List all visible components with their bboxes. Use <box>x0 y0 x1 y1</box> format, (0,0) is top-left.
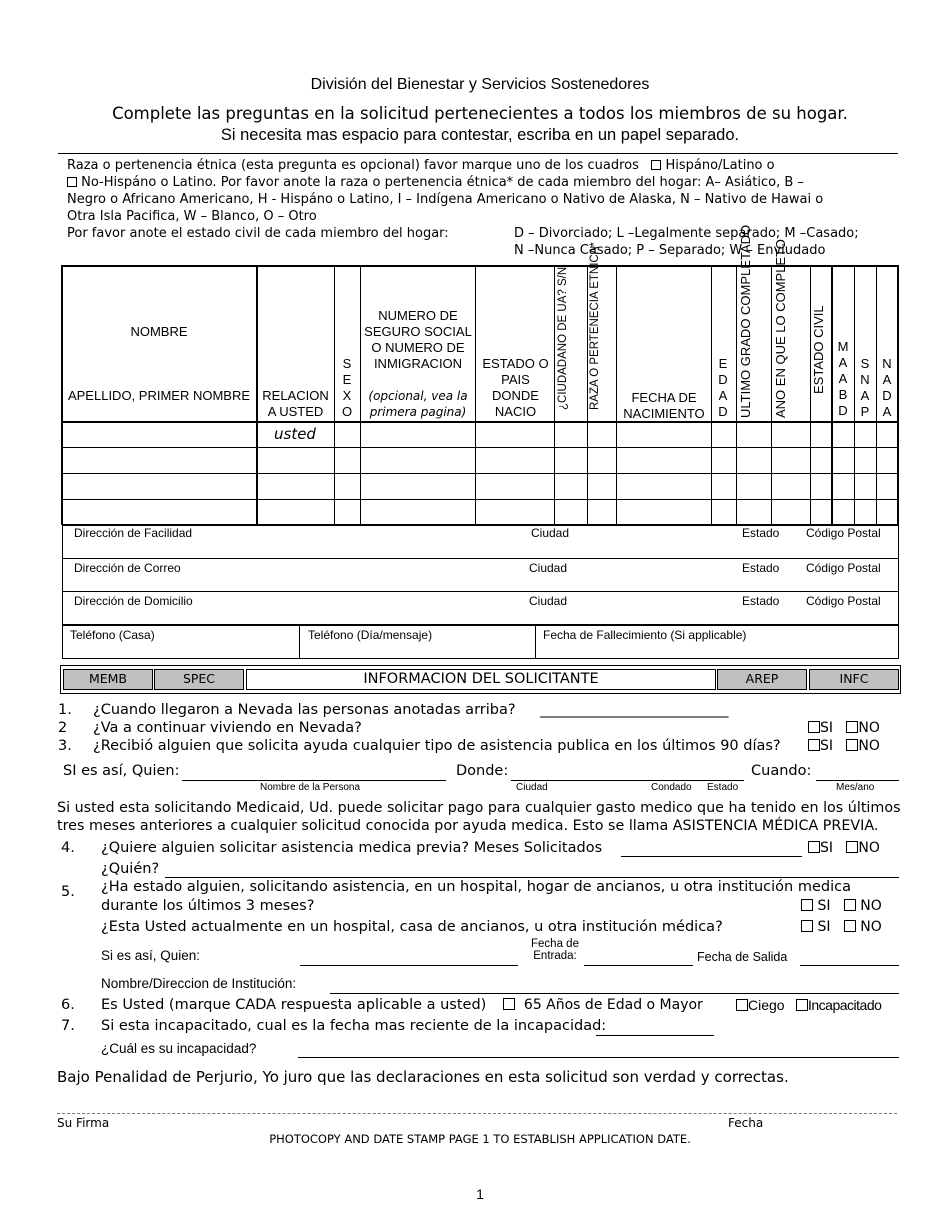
no-label: NO <box>858 738 880 754</box>
q1-text: ¿Cuando llegaron a Nevada las personas anotadas arriba? <box>93 702 516 718</box>
instruction-line-1: Complete las preguntas en la solicitud pertenecientes a todos los miembros de su hogar. <box>112 104 848 123</box>
perjury-oath: Bajo Penalidad de Perjurio, Yo juro que las declaraciones en esta solicitud son verdad y correctas. <box>57 1068 789 1086</box>
label-line: Fecha de <box>531 938 579 950</box>
disabled-label: Incapacitado <box>808 997 882 1013</box>
non-hispanic-label: No-Hispáno o Latino. <box>81 175 217 190</box>
signature-line[interactable] <box>57 1113 897 1114</box>
q5-options <box>801 898 882 914</box>
q2-no-checkbox[interactable] <box>846 721 858 733</box>
yes-label: SI <box>820 840 834 856</box>
col-header-raza: RAZA O PERTENECIA ETNICA* <box>589 242 601 410</box>
yes-label: SI <box>820 738 834 754</box>
q3-who-field[interactable] <box>182 780 446 781</box>
col-header-ciudadano: ¿CIUDADANO DE UA? S/N <box>557 266 569 410</box>
non-hispanic-checkbox[interactable] <box>67 177 77 187</box>
q4-who-field[interactable] <box>165 877 899 878</box>
q5-institution-label: Nombre/Direccion de Institución: <box>101 976 297 991</box>
q7-number: 7. <box>61 1018 75 1034</box>
q5-text-line2: durante los últimos 3 meses? <box>101 898 315 914</box>
section-title: INFORMACION DEL SOLICITANTE <box>246 669 716 690</box>
q3-county-sublabel: Condado <box>651 782 692 793</box>
page-number: 1 <box>476 1186 484 1202</box>
col-header-ssn: NUMERO DE SEGURO SOCIAL O NUMERO DE INMIGRACION <box>364 308 472 371</box>
zip-label: Código Postal <box>806 594 881 608</box>
letter: S <box>342 356 352 371</box>
q2-number: 2 <box>58 720 68 736</box>
q3-number: 3. <box>58 738 72 754</box>
letter: E <box>342 372 352 387</box>
q2-options <box>808 720 880 736</box>
ethnicity-instruction-line2: No-Hispáno o Latino. Por favor anote la raza o pertenencia étnica* de cada miembro del hogar: A– Asiático, B – <box>67 174 804 191</box>
letter: P <box>860 404 870 419</box>
col-header-sexo <box>337 356 357 420</box>
infc-code-box[interactable]: INFC <box>809 669 899 690</box>
letter: D <box>882 388 892 403</box>
q5-no-checkbox[interactable] <box>844 899 856 911</box>
disabled-checkbox[interactable] <box>796 999 808 1011</box>
q3-where-field[interactable] <box>511 780 744 781</box>
zip-label: Código Postal <box>806 561 881 575</box>
hispanic-checkbox[interactable] <box>651 160 661 170</box>
letter: N <box>882 356 892 371</box>
ethnicity-instruction-line1: Raza o pertenencia étnica (esta pregunta es opcional) favor marque uno de los cuadros Hispáno/Latino o <box>67 158 775 173</box>
no-label: NO <box>858 840 880 856</box>
q3-who-label: SI es así, Quien: <box>63 763 180 779</box>
q4-no-checkbox[interactable] <box>846 841 858 853</box>
col-header-estado-pais: ESTADO O PAIS DONDE NACIO <box>482 356 549 419</box>
yes-label: SI <box>817 898 831 914</box>
letter: N <box>860 372 870 387</box>
q6-number: 6. <box>61 997 75 1013</box>
ethnicity-codes-line: Negro o Africano Americano, H - Hispáno o Latino, I – Indígena Americano o Nativo de Alaska, N – Nativo de Hawai o <box>67 192 824 207</box>
no-label: NO <box>860 919 882 935</box>
home-phone-label: Teléfono (Casa) <box>70 628 155 642</box>
photocopy-note: PHOTOCOPY AND DATE STAMP PAGE 1 TO ESTABLISH APPLICATION DATE. <box>269 1132 691 1146</box>
letter: A <box>860 388 870 403</box>
state-label: Estado <box>742 594 780 608</box>
letter: D <box>838 403 848 418</box>
q6-option-blind <box>736 997 785 1014</box>
spec-code-box[interactable]: SPEC <box>154 669 244 690</box>
q5-current-text: ¿Esta Usted actualmente en un hospital, casa de ancianos, u otra institución médica? <box>101 919 723 935</box>
age-65-checkbox[interactable] <box>503 998 515 1010</box>
col-header-nada <box>877 356 897 420</box>
q5-entry-date-label <box>527 938 583 962</box>
letter: E <box>718 356 728 371</box>
q6-option-65 <box>503 997 703 1013</box>
facility-address-label: Dirección de Facilidad <box>74 526 193 540</box>
header-divider <box>58 153 898 154</box>
city-label: Ciudad <box>529 561 568 575</box>
letter: M <box>837 339 849 354</box>
table-row[interactable] <box>62 448 897 473</box>
yes-label: SI <box>817 919 831 935</box>
yes-label: SI <box>820 720 834 736</box>
age-65-label: 65 Años de Edad o Mayor <box>523 997 703 1013</box>
col-header-ultimo-grado: ULTIMO GRADO COMPLETADO <box>738 224 753 418</box>
q7-text: Si esta incapacitado, cual es la fecha mas reciente de la incapacidad: <box>101 1018 607 1034</box>
table-row[interactable] <box>62 474 897 499</box>
q3-when-label: Cuando: <box>751 763 812 779</box>
q3-text: ¿Recibió alguien que solicita ayuda cualquier tipo de asistencia publica en los últimos 90 días? <box>93 738 781 754</box>
table-row[interactable] <box>62 500 897 524</box>
letter: A <box>882 372 892 387</box>
label-line: Entrada: <box>533 950 577 962</box>
q5-exit-date-field[interactable] <box>800 965 899 966</box>
q3-options <box>808 738 880 754</box>
q3-who-sublabel: Nombre de la Persona <box>260 782 361 793</box>
q2-yes-checkbox[interactable] <box>808 721 820 733</box>
death-date-label: Fecha de Fallecimiento (Si applicable) <box>543 628 747 642</box>
letter: A <box>718 388 728 403</box>
marital-codes-1: D – Divorciado; L –Legalmente separado; M –Casado; <box>514 226 859 241</box>
q4-number: 4. <box>61 840 75 856</box>
col-header-snap <box>855 356 875 420</box>
q4-yes-checkbox[interactable] <box>808 841 820 853</box>
q1-answer-field[interactable]: __________________________ <box>540 702 729 718</box>
q5-yes-checkbox[interactable] <box>801 899 813 911</box>
letter: D <box>718 404 728 419</box>
blind-label: Ciego <box>748 997 785 1013</box>
ethnicity-codes-line-2: Otra Isla Pacifica, W – Blanco, O – Otro <box>67 209 317 224</box>
signature-label: Su Firma <box>57 1116 110 1130</box>
col-header-ssn-note: (opcional, vea la primera pagina) <box>368 389 468 419</box>
q7-which-label: ¿Cuál es su incapacidad? <box>101 1041 257 1056</box>
q4-options <box>808 840 880 856</box>
day-phone-label: Teléfono (Día/mensaje) <box>308 628 433 642</box>
col-header-ano-completo: ANO EN QUE LO COMPLETO <box>773 239 788 418</box>
q5-who-field[interactable] <box>300 965 518 966</box>
q5-institution-field[interactable] <box>330 993 899 994</box>
zip-label: Código Postal <box>806 526 881 540</box>
marital-prompt: Por favor anote el estado civil de cada miembro del hogar: <box>67 226 449 241</box>
no-label: NO <box>858 720 880 736</box>
letter: X <box>342 388 352 403</box>
q4-months-field[interactable] <box>621 856 802 857</box>
q3-city-sublabel: Ciudad <box>516 782 548 793</box>
table-row[interactable] <box>62 423 897 447</box>
q3-where-label: Donde: <box>456 763 509 779</box>
q3-when-field[interactable] <box>816 780 899 781</box>
col-header-edad <box>713 356 733 420</box>
q6-option-disabled <box>796 997 881 1014</box>
q7-date-field[interactable] <box>596 1035 714 1036</box>
q6-text: Es Usted (marque CADA respuesta aplicable a usted) <box>101 997 487 1013</box>
q7-which-field[interactable] <box>298 1057 899 1058</box>
hispanic-label: Hispáno/Latino o <box>665 158 775 173</box>
q4-text: ¿Quiere alguien solicitar asistencia medica previa? Meses Solicitados <box>101 840 603 856</box>
instruction-line-2: Si necesita mas espacio para contestar, escriba en un papel separado. <box>220 126 740 144</box>
q1-number: 1. <box>58 702 72 718</box>
col-header-apellido: APELLIDO, PRIMER NOMBRE <box>67 388 251 403</box>
arep-code-box[interactable]: AREP <box>717 669 807 690</box>
letter: O <box>341 404 353 419</box>
q5-current-options <box>801 919 882 935</box>
q5-entry-date-field[interactable] <box>584 965 693 966</box>
q3-yes-checkbox[interactable] <box>808 739 820 751</box>
medicaid-note-line2: tres meses anteriores a cualquier solicitud conocida por ayuda medica. Esto se llama ASISTENCIA MÉDICA PREVIA. <box>57 818 879 834</box>
q5-number: 5. <box>61 884 75 900</box>
col-header-fecha-nacimiento: FECHA DE NACIMIENTO <box>623 390 705 421</box>
applicant-info-bar <box>60 665 901 694</box>
q5-current-yes-checkbox[interactable] <box>801 920 813 932</box>
date-label: Fecha <box>728 1116 764 1130</box>
q2-text: ¿Va a continuar viviendo en Nevada? <box>93 720 362 736</box>
col-header-relacion: RELACION A USTED <box>262 388 329 419</box>
city-label: Ciudad <box>529 594 568 608</box>
q3-when-sublabel: Mes/ano <box>836 782 875 793</box>
blind-checkbox[interactable] <box>736 999 748 1011</box>
medicaid-note-line1: Si usted esta solicitando Medicaid, Ud. puede solicitar pago para cualquier gasto medico que ha tenido en los últimos <box>57 800 901 816</box>
q3-state-sublabel: Estado <box>707 782 739 793</box>
q5-exit-date-label: Fecha de Salida <box>697 950 788 964</box>
q5-current-no-checkbox[interactable] <box>844 920 856 932</box>
state-label: Estado <box>742 561 780 575</box>
marital-codes-2: N –Nunca Casado; P – Separado; W – Enviudado <box>514 243 826 258</box>
mailing-address-label: Dirección de Correo <box>74 561 181 575</box>
col-header-nombre: NOMBRE <box>130 324 188 339</box>
letter: D <box>718 372 728 387</box>
letter: A <box>838 371 848 386</box>
memb-code-box[interactable]: MEMB <box>63 669 153 690</box>
col-header-estado-civil: ESTADO CIVIL <box>811 305 826 394</box>
letter: B <box>838 387 848 402</box>
letter: A <box>882 404 892 419</box>
q5-who-label: Si es así, Quien: <box>101 948 201 963</box>
state-label: Estado <box>742 526 780 540</box>
letter: S <box>860 356 870 371</box>
home-address-label: Dirección de Domicilio <box>74 594 193 608</box>
q3-no-checkbox[interactable] <box>846 739 858 751</box>
agency-title: División del Bienestar y Servicios Sostenedores <box>310 76 650 93</box>
no-label: NO <box>860 898 882 914</box>
letter: A <box>838 355 848 370</box>
relacion-cell: usted <box>274 425 316 443</box>
col-line <box>897 265 899 525</box>
col-header-maabd <box>833 339 853 419</box>
q5-text-line1: ¿Ha estado alguien, solicitando asistencia, en un hospital, hogar de ancianos, u otra institución medica <box>101 879 851 895</box>
q4-who-label: ¿Quién? <box>101 861 160 877</box>
city-label: Ciudad <box>531 526 570 540</box>
